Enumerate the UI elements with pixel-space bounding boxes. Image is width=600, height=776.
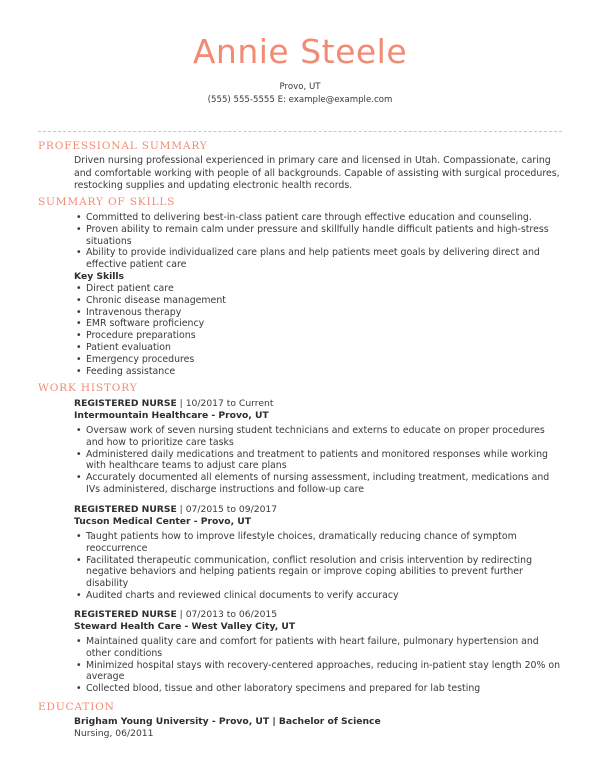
job-bullet: • Maintained quality care and comfort for patients with heart failure, pulmonary hypertension and other conditions: [74, 636, 564, 660]
key-skill-item: • EMR software proficiency: [74, 318, 564, 330]
contact-line: (555) 555-5555 E: example@example.com: [207, 95, 393, 105]
job-title-line: [74, 504, 277, 516]
section-title-summary: PROFESSIONAL SUMMARY: [38, 140, 208, 152]
job-bullet: • Audited charts and reviewed clinical documents to verify accuracy: [74, 590, 564, 602]
job-bullet: • Facilitated therapeutic communication, conflict resolution and crisis intervention by redirecting negative behaviors and helping patients regain or improve coping abilities to prevent further disability: [74, 555, 564, 590]
job-bullet: • Oversaw work of seven nursing student technicians and externs to educate on proper procedures and how to prioritize care tasks: [74, 425, 564, 449]
job-bullet: • Taught patients how to improve lifestyle choices, dramatically reducing chance of symptom reoccurrence: [74, 531, 564, 555]
location-line: Provo, UT: [279, 82, 321, 92]
key-skill-item: • Direct patient care: [74, 283, 564, 295]
job-dates: 07/2013 to 06/2015: [185, 609, 278, 620]
job-bullet: • Administered daily medications and treatment to patients and monitored responses while working with healthcare teams to adjust care plans: [74, 449, 564, 473]
job-bullet-list: [74, 425, 564, 496]
job-separator: |: [176, 609, 186, 620]
key-skill-item: • Procedure preparations: [74, 330, 564, 342]
job-bullet: • Minimized hospital stays with recovery-centered approaches, reducing in-patient stay length 20% on average: [74, 660, 564, 684]
job-role: REGISTERED NURSE: [74, 398, 177, 409]
job-title-line: [74, 398, 273, 410]
education-school: Brigham Young University - Provo, UT | Bachelor of Science: [74, 716, 381, 727]
header-divider: [38, 131, 562, 132]
candidate-name: Annie Steele: [192, 32, 408, 71]
job-dates: 10/2017 to Current: [185, 398, 274, 409]
section-title-education: EDUCATION: [38, 701, 115, 713]
job-bullet-list: [74, 636, 564, 695]
summary-text: Driven nursing professional experienced in primary care and licensed in Utah. Compassionate, caring and comfortable working with people of all backgrounds. Capable of assisting with surgical procedures, restocking supplies and updating electronic health records.: [74, 155, 560, 191]
key-skill-item: • Patient evaluation: [74, 342, 564, 354]
skill-bullet: • Proven ability to remain calm under pressure and skillfully handle difficult patients and high-stress situations: [74, 224, 564, 248]
section-title-work: WORK HISTORY: [38, 382, 138, 394]
key-skill-item: • Emergency procedures: [74, 354, 564, 366]
job-employer: Steward Health Care - West Valley City, UT: [74, 621, 296, 632]
job-dates: 07/2015 to 09/2017: [185, 504, 278, 515]
job-employer: Intermountain Healthcare - Provo, UT: [74, 410, 269, 421]
key-skill-item: • Feeding assistance: [74, 366, 564, 378]
education-detail: Nursing, 06/2011: [74, 728, 154, 739]
job-separator: |: [176, 398, 186, 409]
job-bullet: • Collected blood, tissue and other laboratory specimens and prepared for lab testing: [74, 683, 564, 695]
job-bullet-list: [74, 531, 564, 602]
section-title-skills: SUMMARY OF SKILLS: [38, 196, 176, 208]
key-skills-title: Key Skills: [74, 271, 125, 282]
job-employer: Tucson Medical Center - Provo, UT: [74, 516, 252, 527]
key-skill-item: • Intravenous therapy: [74, 307, 564, 319]
job-title-line: [74, 609, 277, 621]
skill-bullet: • Ability to provide individualized care plans and help patients meet goals by delivering direct and effective patient care: [74, 247, 564, 271]
key-skills-list: [74, 283, 564, 377]
job-separator: |: [176, 504, 186, 515]
skill-bullet: • Committed to delivering best-in-class patient care through effective education and counseling.: [74, 212, 564, 224]
job-role: REGISTERED NURSE: [74, 504, 177, 515]
key-skill-item: • Chronic disease management: [74, 295, 564, 307]
job-bullet: • Accurately documented all elements of nursing assessment, including treatment, medications and IVs administered, discharge instructions and follow-up care: [74, 472, 564, 496]
job-role: REGISTERED NURSE: [74, 609, 177, 620]
skills-bullet-list: [74, 212, 564, 271]
